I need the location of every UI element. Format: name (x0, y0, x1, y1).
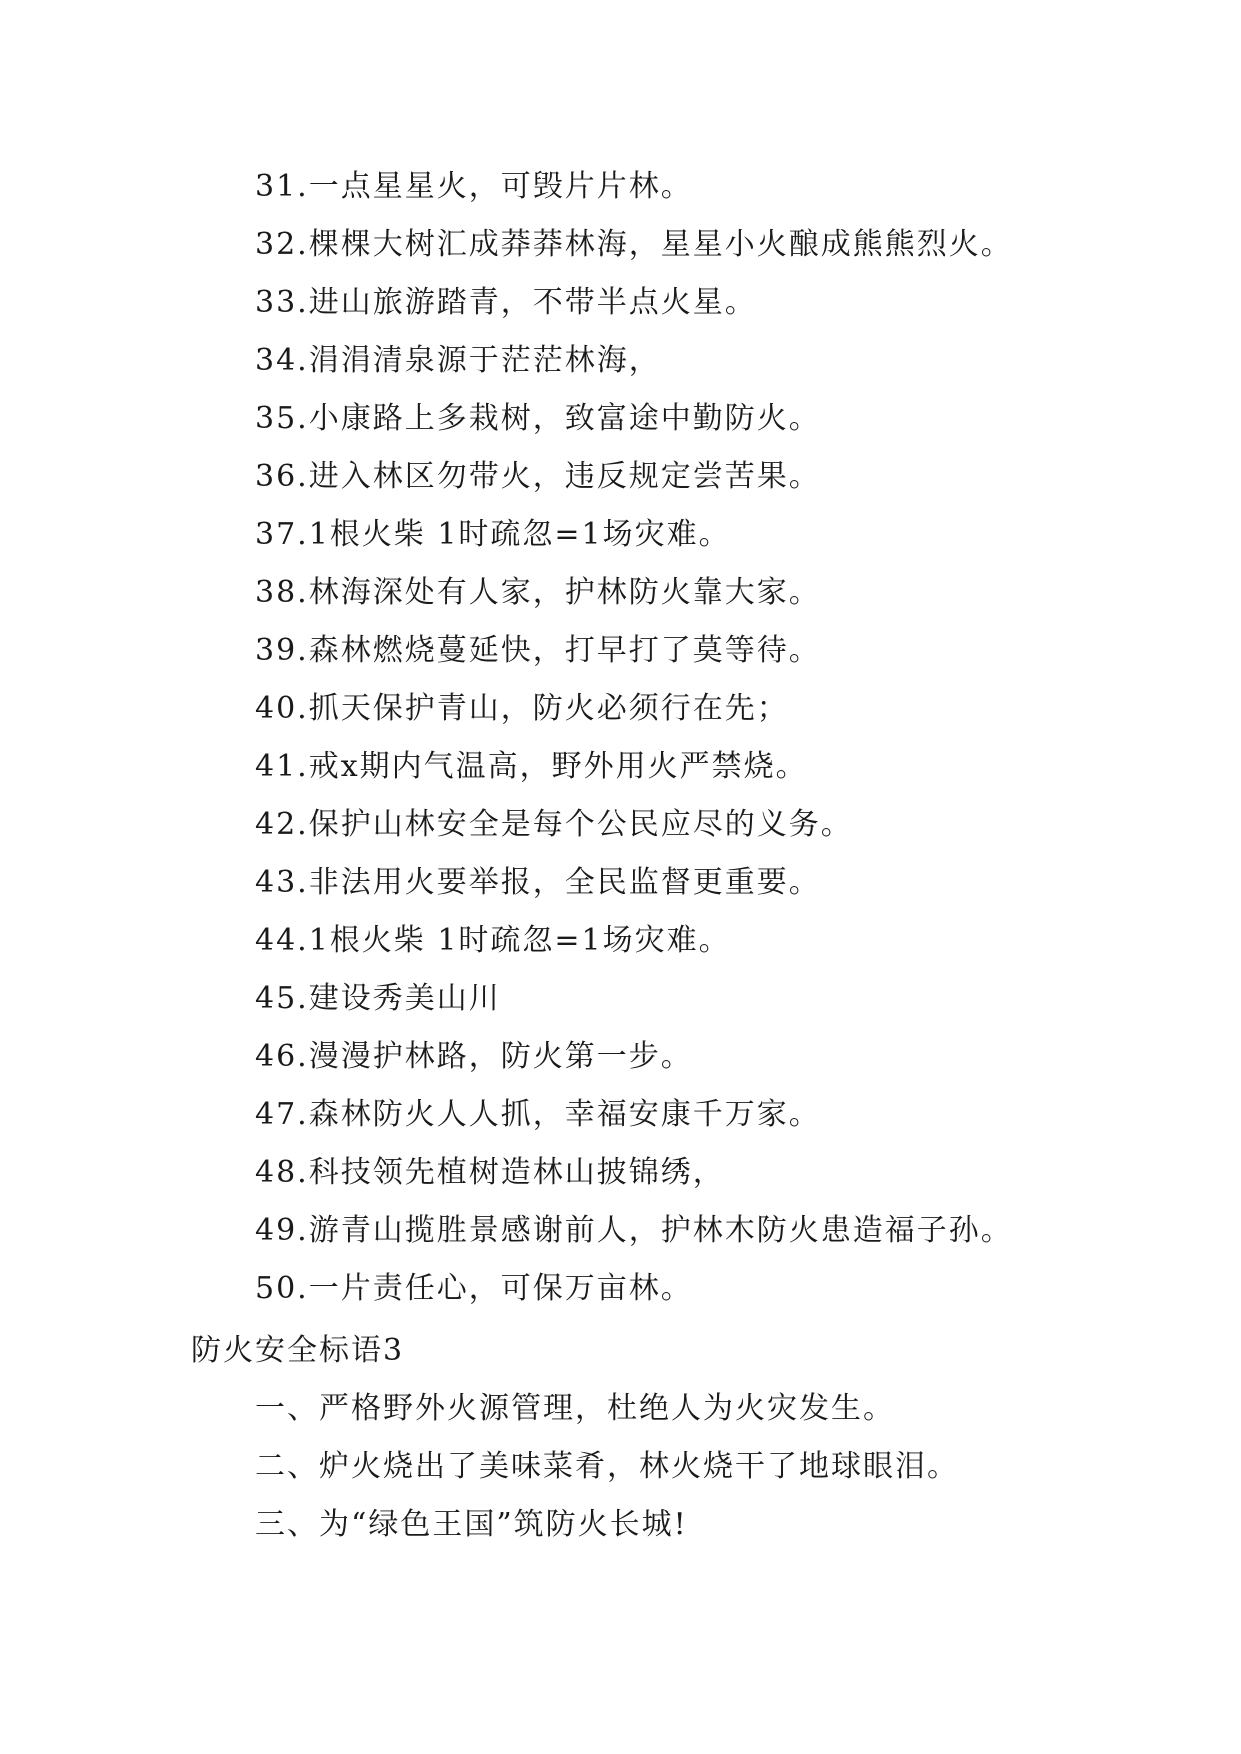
slogan-item: 40.抓天保护青山，防火必须行在先； (255, 691, 789, 726)
slogan-item: 36.进入林区勿带火，违反规定尝苦果。 (255, 459, 821, 494)
slogan-item: 42.保护山林安全是每个公民应尽的义务。 (255, 807, 853, 842)
slogan-item: 33.进山旅游踏青，不带半点火星。 (255, 285, 757, 320)
section-heading: 防火安全标语3 (191, 1333, 405, 1368)
slogan-item: 46.漫漫护林路，防火第一步。 (255, 1039, 693, 1074)
slogan-item: 41.戒x期内气温高，野外用火严禁烧。 (255, 749, 808, 784)
slogan-item: 47.森林防火人人抓，幸福安康千万家。 (255, 1097, 821, 1132)
slogan-item: 48.科技领先植树造林山披锦绣， (255, 1155, 725, 1190)
slogan-item: 31.一点星星火，可毁片片林。 (255, 169, 693, 204)
slogan-item: 45.建设秀美山川 (255, 981, 501, 1016)
slogan-item: 39.森林燃烧蔓延快，打早打了莫等待。 (255, 633, 821, 668)
slogan-item: 37.1根火柴 1时疏忽=1场灾难。 (255, 517, 731, 552)
section-item: 一、严格野外火源管理，杜绝人为火灾发生。 (255, 1391, 895, 1426)
section-item: 三、为“绿色王国”筑防火长城! (255, 1507, 688, 1542)
slogan-item: 34.涓涓清泉源于茫茫林海， (255, 343, 661, 378)
slogan-list (255, 158, 1013, 1318)
section-item-list (255, 1380, 959, 1554)
slogan-item: 43.非法用火要举报，全民监督更重要。 (255, 865, 821, 900)
slogan-item: 35.小康路上多栽树，致富途中勤防火。 (255, 401, 821, 436)
slogan-item: 38.林海深处有人家，护林防火靠大家。 (255, 575, 821, 610)
section-item: 二、炉火烧出了美味菜肴，林火烧干了地球眼泪。 (255, 1449, 959, 1484)
slogan-item: 44.1根火柴 1时疏忽=1场灾难。 (255, 923, 731, 958)
slogan-item: 50.一片责任心，可保万亩林。 (255, 1271, 693, 1306)
slogan-item: 49.游青山揽胜景感谢前人，护林木防火患造福子孙。 (255, 1213, 1013, 1248)
slogan-item: 32.棵棵大树汇成莽莽林海，星星小火酿成熊熊烈火。 (255, 227, 1013, 262)
